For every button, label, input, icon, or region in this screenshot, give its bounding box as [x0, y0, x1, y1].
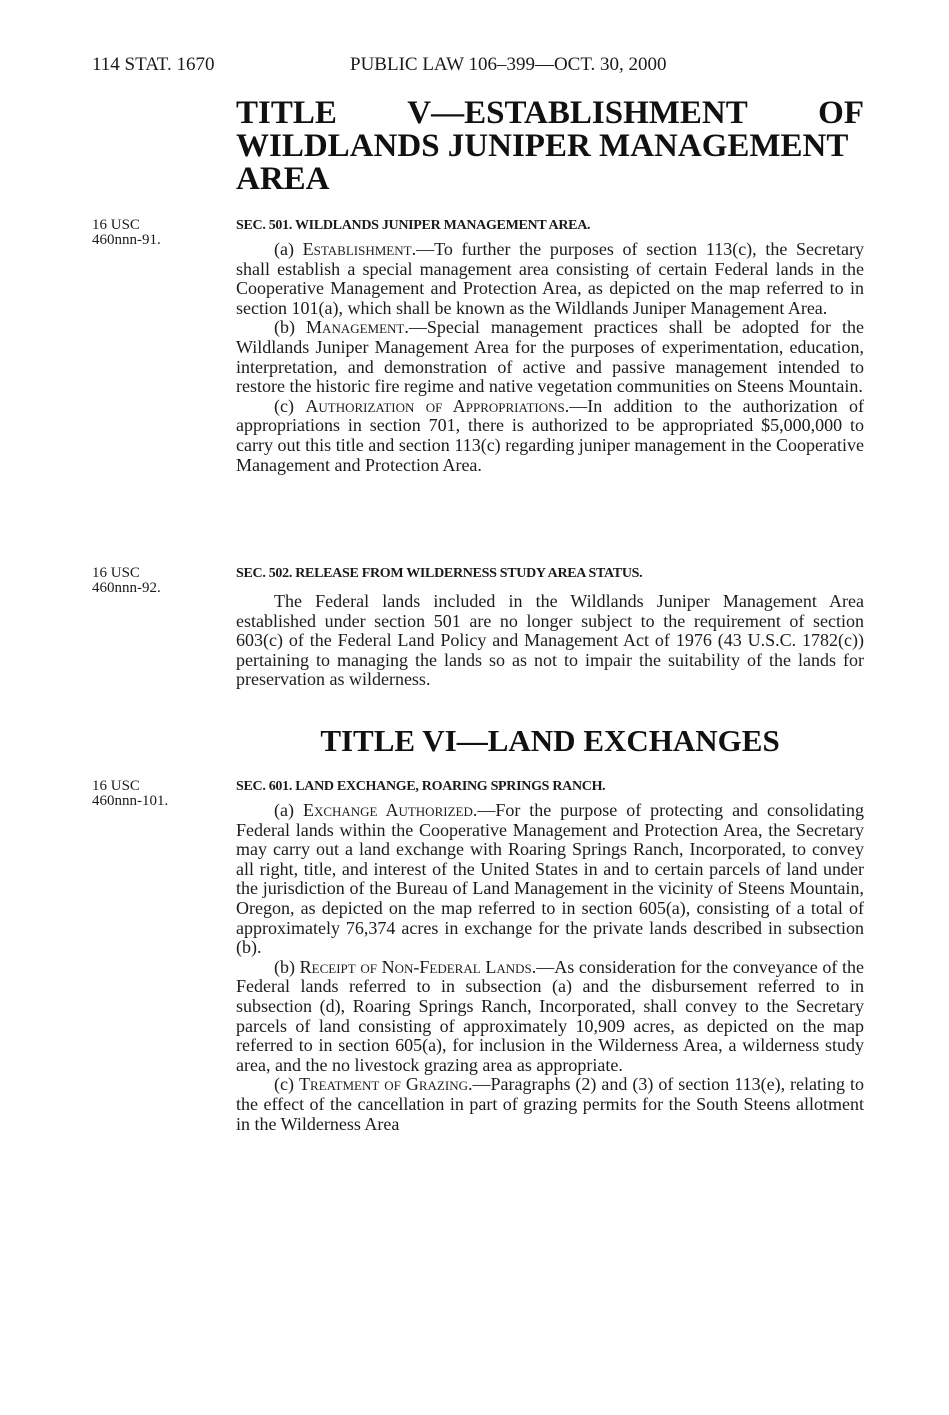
subsection-label: (b) [274, 317, 295, 338]
title-v-line-1 [236, 97, 864, 130]
title-v-word-1: TITLE [236, 95, 337, 131]
subsection-heading: Treatment of Grazing. [298, 1074, 473, 1095]
section-body [236, 240, 864, 475]
subsection-label: (c) [274, 395, 294, 416]
title-v-line-3: AREA [236, 161, 330, 197]
margin-note-section: 460nnn-92. [92, 580, 161, 596]
statute-page-number: 114 STAT. 1670 [92, 54, 215, 75]
title-v-heading [236, 97, 864, 196]
margin-note-section: 460nnn-101. [92, 793, 169, 809]
subsection-text: —Paragraphs (2) and (3) of section 113(e), relating to the effect of the cancellation in part of grazing permits for the South Steens allotment in the Wilderness Area [236, 1074, 865, 1134]
section-501 [236, 218, 864, 475]
subsection-text: —In addition to the authorization of appropriations in section 701, there is authorized to be appropriated $5,000,000 to carry out this title and section 113(c) regarding juniper management in the Cooperative Management and Protection Area. [236, 395, 865, 475]
subsection-heading: Authorization of Appropriations. [305, 395, 570, 416]
subsection-text: —Special management practices shall be adopted for the Wildlands Juniper Management Area for the purposes of experimentation, education, interpretation, and demonstration of active and passive management intended to restore the historic fire regime and native vegetation communities on Steens Mountain. [236, 317, 865, 397]
margin-note-section: 460nnn-91. [92, 232, 161, 248]
subsection-c [236, 1075, 864, 1134]
margin-note-code: 16 USC [92, 565, 140, 581]
title-v-line-2: WILDLANDS JUNIPER MANAGEMENT [236, 128, 849, 164]
subsection-label: (b) [274, 956, 295, 977]
title-v-word-2: V—ESTABLISHMENT [407, 95, 748, 131]
section-601 [236, 779, 864, 1134]
margin-note-sec-502 [92, 566, 161, 596]
subsection-text: —For the purpose of protecting and consolidating Federal lands within the Cooperative Management and Protection Area, the Secretary may carry out a land exchange with Roaring Springs Ranch, Incorporated, to convey all right, title, and interest of the United States in and to certain parcels of land under the jurisdiction of the Bureau of Land Management in the vicinity of Steens Mountain, Oregon, as depicted on the map referred to in section 605(a), consisting of a total of approximately 76,374 acres in exchange for the private lands described in subsection (b). [236, 800, 865, 958]
title-v-word-3: OF [818, 95, 864, 131]
section-body [236, 592, 864, 690]
subsection-b [236, 958, 864, 1076]
subsection-text: —As consideration for the conveyance of the Federal lands referred to in subsection (a) and the disbursement referred to in subsection (d), Roaring Springs Ranch, Incorporated, shall convey to the Secretary parcels of land consisting of approximately 10,909 acres, as depicted on the map referred to in section 605(a), for inclusion in the Wilderness Area, a wilderness study area, and the no livestock grazing area as appropriate. [236, 956, 864, 1075]
margin-note-code: 16 USC [92, 778, 140, 794]
subsection-label: (a) [274, 239, 294, 259]
section-heading: SEC. 501. WILDLANDS JUNIPER MANAGEMENT AREA. [236, 218, 591, 233]
margin-note-sec-601 [92, 779, 168, 809]
section-502 [236, 566, 864, 690]
subsection-c [236, 397, 864, 475]
subsection-heading: Receipt of Non-Federal Lands. [299, 956, 537, 977]
law-citation: PUBLIC LAW 106–399—OCT. 30, 2000 [350, 54, 667, 75]
section-text: The Federal lands included in the Wildlands Juniper Management Area established under section 501 are no longer subject to the requirement of section 603(c) of the Federal Land Policy and Management Act of 1976 (43 U.S.C. 1782(c)) pertaining to managing the lands so as not to impair the suitability of the lands for preservation as wilderness. [236, 591, 864, 690]
subsection-heading: Management. [306, 317, 409, 338]
subsection-text: —To further the purposes of section 113(c), the Secretary shall establish a special management area consisting of certain Federal lands in the Cooperative Management and Protection Area, as depicted on the map referred to in section 101(a), which shall be known as the Wildlands Juniper Management Area. [236, 239, 864, 318]
margin-note-sec-501 [92, 218, 161, 248]
margin-note-code: 16 USC [92, 217, 140, 233]
section-body [236, 801, 864, 1134]
subsection-a [236, 240, 864, 318]
subsection-a [236, 801, 864, 958]
subsection-label: (c) [274, 1074, 294, 1095]
subsection-label: (a) [274, 800, 294, 820]
section-heading: SEC. 502. RELEASE FROM WILDERNESS STUDY AREA STATUS. [236, 566, 643, 581]
title-vi-heading: TITLE VI—LAND EXCHANGES [320, 723, 780, 758]
subsection-b [236, 318, 864, 396]
section-heading: SEC. 601. LAND EXCHANGE, ROARING SPRINGS RANCH. [236, 779, 606, 794]
subsection-heading: Exchange Authorized. [302, 800, 478, 820]
subsection-heading: Establishment. [302, 239, 417, 259]
